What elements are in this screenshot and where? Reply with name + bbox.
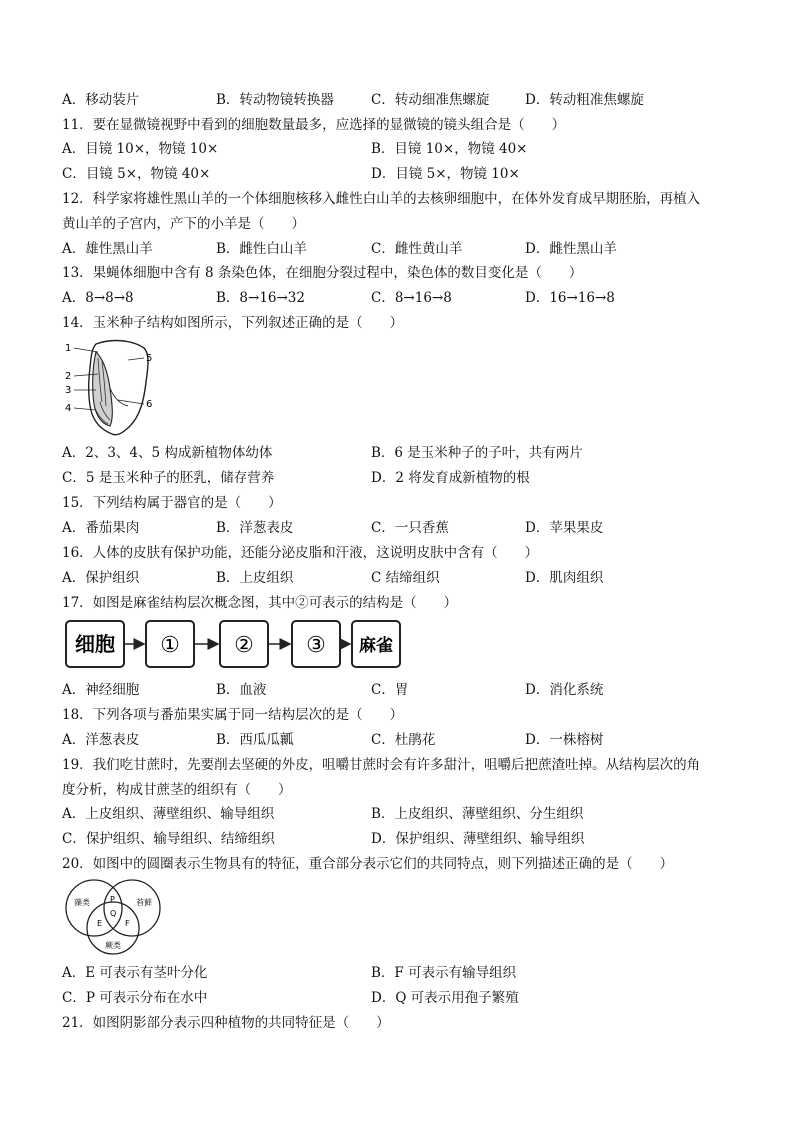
q12-option-a: A．雄性黑山羊 — [62, 241, 153, 257]
venn-label-fern: 蕨类 — [105, 941, 121, 950]
label-5: 5 — [146, 353, 153, 364]
q16-option-b: B．上皮组织 — [216, 570, 294, 586]
q11-option-c: C．目镜 5×，物镜 40× — [62, 166, 211, 182]
q18-option-c: C．杜鹃花 — [371, 732, 436, 748]
q11-option-d: D．目镜 5×，物镜 10× — [371, 166, 520, 182]
q17-option-c: C．胃 — [371, 682, 409, 698]
q11-option-a: A．目镜 10×，物镜 10× — [62, 141, 219, 157]
sparrow-hierarchy-diagram — [64, 617, 404, 673]
box-1-label: ① — [160, 633, 180, 658]
q15-option-d: D．苹果果皮 — [525, 520, 604, 536]
q13-option-a: A．8→8→8 — [62, 290, 134, 306]
q20-option-b: B．F 可表示有输导组织 — [371, 965, 517, 981]
q21-stem: 21．如图阴影部分表示四种植物的共同特征是（ ） — [62, 1015, 390, 1031]
q12-option-d: D．雌性黑山羊 — [525, 241, 617, 257]
corn-seed-diagram — [62, 338, 162, 438]
q19-stem-line1: 19．我们吃甘蔗时，先要削去坚硬的外皮，咀嚼甘蔗时会有许多甜汁，咀嚼后把蔗渣吐掉。从结构层次的角 — [62, 757, 701, 773]
q20-option-d: D．Q 可表示用孢子繁殖 — [371, 990, 519, 1006]
q10-option-c: C．转动细准焦螺旋 — [371, 92, 490, 108]
q14-stem: 14．玉米种子结构如图所示，下列叙述正确的是（ ） — [62, 315, 404, 331]
q12-stem-line1: 12．科学家将雄性黑山羊的一个体细胞核移入雌性白山羊的去核卵细胞中，在体外发育成早期胚胎，再植入 — [62, 191, 701, 207]
venn-label-p: P — [110, 895, 115, 904]
q20-option-a: A．E 可表示有茎叶分化 — [62, 965, 208, 981]
q13-stem: 13．果蝇体细胞中含有 8 条染色体，在细胞分裂过程中，染色体的数目变化是（ ） — [62, 265, 583, 281]
label-3: 3 — [65, 385, 72, 396]
label-2: 2 — [65, 371, 72, 382]
q16-option-c: C 结缔组织 — [371, 570, 440, 586]
box-cell-label: 细胞 — [75, 632, 115, 656]
label-6: 6 — [146, 399, 153, 410]
q19-option-b: B．上皮组织、薄壁组织、分生组织 — [371, 806, 584, 822]
q10-option-b: B．转动物镜转换器 — [216, 92, 334, 108]
q10-option-d: D．转动粗准焦螺旋 — [525, 92, 644, 108]
q18-stem: 18．下列各项与番茄果实属于同一结构层次的是（ ） — [62, 707, 404, 723]
q20-stem: 20．如图中的圆圈表示生物具有的特征，重合部分表示它们的共同特点，则下列描述正确的是（ ） — [62, 856, 674, 872]
q17-stem: 17．如图是麻雀结构层次概念图，其中②可表示的结构是（ ） — [62, 595, 458, 611]
q15-option-a: A．番茄果肉 — [62, 520, 140, 536]
q20-option-c: C．P 可表示分布在水中 — [62, 990, 208, 1006]
plant-venn-diagram — [62, 878, 166, 956]
q11-option-b: B．目镜 10×，物镜 40× — [371, 141, 528, 157]
venn-circle-algae — [66, 880, 122, 936]
q11-stem: 11．要在显微镜视野中看到的细胞数量最多，应选择的显微镜的镜头组合是（ ） — [62, 117, 566, 133]
q12-option-b: B．雌性白山羊 — [216, 241, 307, 257]
box-2-label: ② — [234, 633, 254, 658]
venn-label-f: F — [125, 919, 130, 928]
venn-label-e: E — [97, 919, 103, 928]
q14-option-a: A．2、3、4、5 构成新植物体幼体 — [62, 445, 273, 461]
q13-option-c: C．8→16→8 — [371, 290, 452, 306]
venn-label-moss: 苔藓 — [136, 898, 152, 907]
q15-stem: 15．下列结构属于器官的是（ ） — [62, 495, 282, 511]
box-sparrow-label: 麻雀 — [359, 636, 393, 656]
q16-option-a: A．保护组织 — [62, 570, 140, 586]
venn-label-algae: 藻类 — [74, 898, 90, 907]
q12-stem-line2: 黄山羊的子宫内，产下的小羊是（ ） — [62, 216, 305, 232]
q17-option-b: B．血液 — [216, 682, 267, 698]
q17-option-d: D．消化系统 — [525, 682, 604, 698]
q15-option-b: B．洋葱表皮 — [216, 520, 294, 536]
q14-option-c: C．5 是玉米种子的胚乳，储存营养 — [62, 470, 275, 486]
q10-option-a: A．移动装片 — [62, 92, 140, 108]
q19-option-a: A．上皮组织、薄壁组织、输导组织 — [62, 806, 275, 822]
q14-option-d: D．2 将发育成新植物的根 — [371, 470, 530, 486]
q16-option-d: D．肌肉组织 — [525, 570, 604, 586]
q18-option-d: D．一株榕树 — [525, 732, 604, 748]
q19-option-c: C．保护组织、输导组织、结缔组织 — [62, 831, 275, 847]
q15-option-c: C．一只香蕉 — [371, 520, 449, 536]
q19-stem-line2: 度分析，构成甘蔗茎的组织有（ ） — [62, 782, 292, 798]
q12-option-c: C．雌性黄山羊 — [371, 241, 463, 257]
q18-option-b: B．西瓜瓜瓤 — [216, 732, 294, 748]
q16-stem: 16．人体的皮肤有保护功能，还能分泌皮脂和汗液，这说明皮肤中含有（ ） — [62, 545, 539, 561]
venn-circle-moss — [104, 880, 160, 936]
q18-option-a: A．洋葱表皮 — [62, 732, 140, 748]
q17-option-a: A．神经细胞 — [62, 682, 140, 698]
q19-option-d: D．保护组织、薄壁组织、输导组织 — [371, 831, 585, 847]
q13-option-d: D．16→16→8 — [525, 290, 615, 306]
box-3-label: ③ — [306, 633, 326, 658]
q14-option-b: B．6 是玉米种子的子叶，共有两片 — [371, 445, 583, 461]
q13-option-b: B．8→16→32 — [216, 290, 305, 306]
venn-label-q: Q — [110, 909, 117, 918]
label-1: 1 — [65, 343, 72, 354]
label-4: 4 — [65, 403, 72, 414]
